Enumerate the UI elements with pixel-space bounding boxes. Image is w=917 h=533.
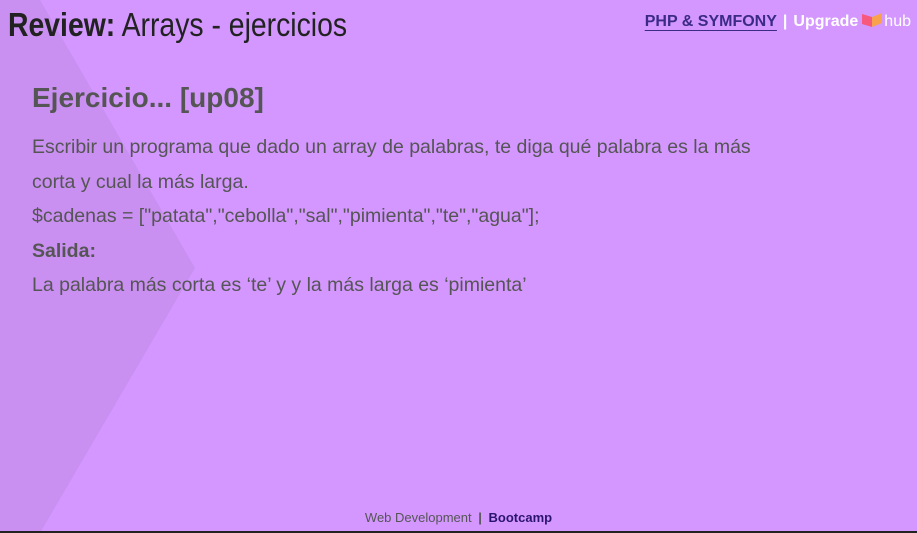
exercise-heading: Ejercicio... [up08] [32,82,264,113]
slide-header [0,0,917,52]
course-label: PHP & SYMFONY [644,12,777,30]
footer-separator: | [478,510,482,525]
footer-bootcamp: Bootcamp [488,510,553,525]
brand-block [645,11,911,32]
output-text: La palabra más corta es ‘te’ y y la más larga es ‘pimienta’ [32,274,527,296]
slide-title-bold: Review: [8,6,116,43]
brand-separator: | [782,12,788,30]
brand-upgrade-text: Upgrade [793,12,859,30]
code-example: $cadenas = ["patata","cebolla","sal","pimienta","te","agua"]; [32,205,540,227]
exercise-description-line-1: Escribir un programa que dado un array de palabras, te diga qué palabra es la más [32,136,751,158]
brand-hub-text: hub [884,12,911,30]
slide-title [8,6,347,44]
slide-title-text: Arrays - ejercicios [115,6,348,43]
upgrade-hub-logo-icon [862,11,882,32]
footer-text: Web Development [364,510,472,525]
slide-footer [0,510,917,525]
slide-content [32,130,912,303]
output-label: Salida: [32,239,96,262]
exercise-description-line-2: corta y cual la más larga. [32,170,249,193]
